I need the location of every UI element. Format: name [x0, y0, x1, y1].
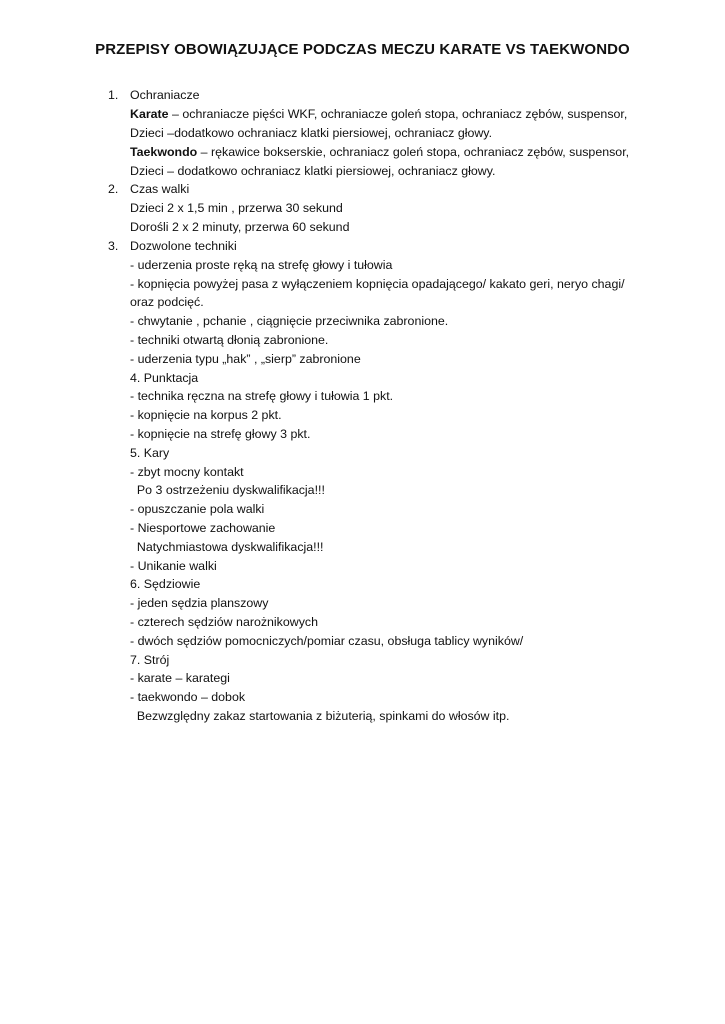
- rule-line: Po 3 ostrzeżeniu dyskwalifikacja!!!: [130, 483, 325, 497]
- taekwondo-equipment-line: [130, 144, 629, 160]
- taekwondo-label: Taekwondo: [130, 145, 198, 159]
- karate-kids-line: Dzieci –dodatkowo ochraniacz klatki piersiowej, ochraniacz głowy.: [130, 126, 493, 140]
- rule-line: - kopnięcia powyżej pasa z wyłączeniem kopnięcia opadającego/ kakato geri, neryo chagi/: [130, 277, 625, 291]
- rule-line: - opuszczanie pola walki: [130, 502, 265, 516]
- rule-line: - kopnięcie na strefę głowy 3 pkt.: [130, 427, 311, 441]
- karate-equipment-text: – ochraniacze pięści WKF, ochraniacze goleń stopa, ochraniacz zębów, suspensor,: [168, 107, 628, 121]
- rule-line: - czterech sędziów narożnikowych: [130, 615, 319, 629]
- taekwondo-kids-line: Dzieci – dodatkowo ochraniacz klatki piersiowej, ochraniacz głowy.: [130, 164, 496, 178]
- section-3-heading: Dozwolone techniki: [130, 239, 237, 253]
- subsection-heading-scoring: 4. Punktacja: [130, 371, 199, 385]
- karate-equipment-line: [130, 106, 627, 122]
- fight-time-adults: Dorośli 2 x 2 minuty, przerwa 60 sekund: [130, 220, 350, 234]
- rule-line: Bezwzględny zakaz startowania z biżuterią, spinkami do włosów itp.: [130, 709, 510, 723]
- rule-line: - dwóch sędziów pomocniczych/pomiar czasu, obsługa tablicy wyników/: [130, 634, 524, 648]
- rule-line: - technika ręczna na strefę głowy i tułowia 1 pkt.: [130, 389, 394, 403]
- section-2-number: 2.: [108, 182, 119, 196]
- subsection-heading-penalties: 5. Kary: [130, 446, 170, 460]
- rule-line: - techniki otwartą dłonią zabronione.: [130, 333, 329, 347]
- rule-line: - jeden sędzia planszowy: [130, 596, 269, 610]
- rule-line: - chwytanie , pchanie , ciągnięcie przeciwnika zabronione.: [130, 314, 449, 328]
- karate-label: Karate: [130, 107, 169, 121]
- rule-line: - karate – karategi: [130, 671, 230, 685]
- section-2-heading: Czas walki: [130, 182, 190, 196]
- section-1-heading: Ochraniacze: [130, 88, 200, 102]
- rule-line: - Niesportowe zachowanie: [130, 521, 276, 535]
- rule-line: - Unikanie walki: [130, 559, 217, 573]
- subsection-heading-outfit: 7. Strój: [130, 653, 170, 667]
- rule-line: Natychmiastowa dyskwalifikacja!!!: [130, 540, 324, 554]
- document-title: PRZEPISY OBOWIĄZUJĄCE PODCZAS MECZU KARATE VS TAEKWONDO: [95, 41, 630, 58]
- subsection-heading-judges: 6. Sędziowie: [130, 577, 201, 591]
- taekwondo-equipment-text: – rękawice bokserskie, ochraniacz goleń stopa, ochraniacz zębów, suspensor,: [197, 145, 630, 159]
- rule-line: - zbyt mocny kontakt: [130, 465, 244, 479]
- section-3-number: 3.: [108, 239, 119, 253]
- rule-line: - uderzenia proste ręką na strefę głowy i tułowia: [130, 258, 393, 272]
- fight-time-kids: Dzieci 2 x 1,5 min , przerwa 30 sekund: [130, 201, 343, 215]
- rule-line: - taekwondo – dobok: [130, 690, 246, 704]
- rule-line: oraz podcięć.: [130, 295, 204, 309]
- section-1-number: 1.: [108, 88, 119, 102]
- rule-line: - uderzenia typu „hak” , „sierp” zabronione: [130, 352, 361, 366]
- rule-line: - kopnięcie na korpus 2 pkt.: [130, 408, 282, 422]
